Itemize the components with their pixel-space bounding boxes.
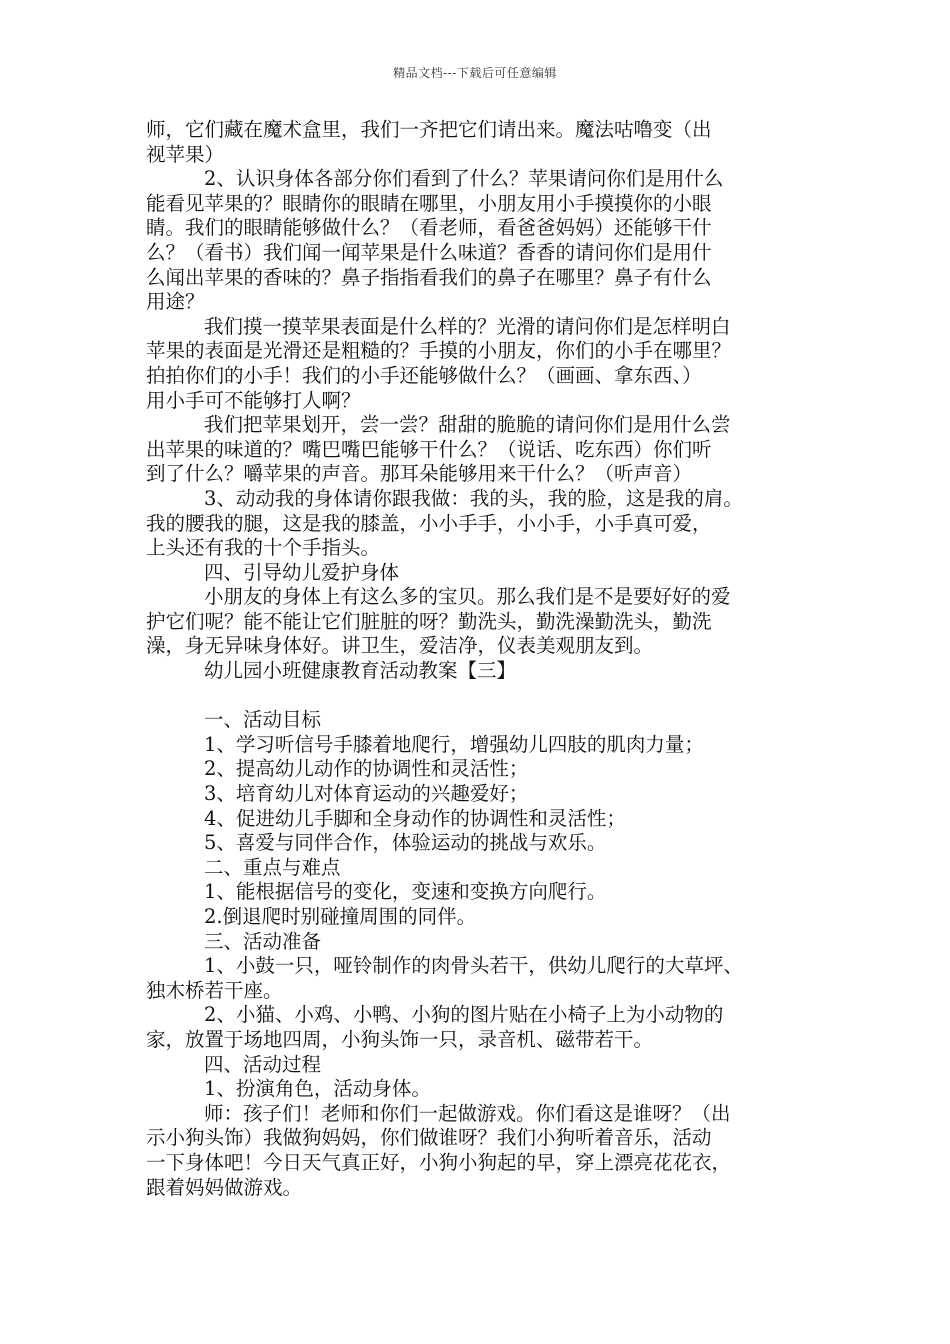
text-line: 1、扮演角色，活动身体。 xyxy=(204,1077,431,1101)
text-line: 家，放置于场地四周，小狗头饰一只，录音机、磁带若干。 xyxy=(146,1027,654,1051)
text-line: 3、动动我的身体请你跟我做：我的头，我的脸，这是我的肩。 xyxy=(204,486,743,510)
text-line: 睛。我们的眼睛能够做什么？（看老师，看爸爸妈妈）还能够干什 xyxy=(146,216,712,240)
text-line: 2.倒退爬时别碰撞周围的同伴。 xyxy=(204,905,477,928)
text-line: 用途？ xyxy=(146,290,205,314)
text-line: 2、提高幼儿动作的协调性和灵活性； xyxy=(204,757,529,781)
text-line: 4、促进幼儿手脚和全身动作的协调性和灵活性； xyxy=(204,806,626,830)
text-line: 3、培育幼儿对体育运动的兴趣爱好； xyxy=(204,782,529,806)
page-header: 精品文档---下载后可任意编辑 xyxy=(393,66,557,80)
text-line: 能看见苹果的？眼睛你的眼睛在哪里，小朋友用小手摸摸你的小眼 xyxy=(146,191,712,215)
text-line: 拍拍你们的小手！我们的小手还能够做什么？（画画、拿东西、） xyxy=(146,363,702,387)
document-body xyxy=(146,118,826,1200)
text-line: 跟着妈妈做游戏。 xyxy=(146,1175,303,1199)
text-line: 我们把苹果划开，尝一尝？甜甜的脆脆的请问你们是用什么尝 xyxy=(204,413,731,437)
text-line: 苹果的表面是光滑还是粗糙的？手摸的小朋友，你们的小手在哪里？ xyxy=(146,339,732,363)
text-line: 幼儿园小班健康教育活动教案【三】 xyxy=(204,659,517,683)
text-line: 四、活动过程 xyxy=(204,1052,322,1076)
text-line: 小朋友的身体上有这么多的宝贝。那么我们是不是要好好的爱 xyxy=(204,585,731,609)
text-line: 1、能根据信号的变化，变速和变换方向爬行。 xyxy=(204,880,607,904)
text-line: 示小狗头饰）我做狗妈妈，你们做谁呀？我们小狗听着音乐，活动 xyxy=(146,1126,712,1150)
text-line: 2、认识身体各部分你们看到了什么？苹果请问你们是用什么 xyxy=(204,167,724,191)
text-line: 护它们呢？能不能让它们脏脏的呀？勤洗头，勤洗澡勤洗头，勤洗 xyxy=(146,609,712,633)
text-line: 出苹果的味道的？嘴巴嘴巴能够干什么？（说话、吃东西）你们听 xyxy=(146,437,712,461)
text-line: 么闻出苹果的香味的？鼻子指指看我们的鼻子在哪里？鼻子有什么 xyxy=(146,265,712,289)
blank-line xyxy=(146,684,826,709)
text-line: 1、小鼓一只，哑铃制作的肉骨头若干，供幼儿爬行的大草坪、 xyxy=(204,954,743,978)
text-line: 2、小猫、小鸡、小鸭、小狗的图片贴在小椅子上为小动物的 xyxy=(204,1003,724,1027)
text-line: 5、喜爱与同伴合作，体验运动的挑战与欢乐。 xyxy=(204,831,607,855)
text-line: 一下身体吧！今日天气真正好，小狗小狗起的早，穿上漂亮花花衣， xyxy=(146,1150,732,1174)
text-line: 独木桥若干座。 xyxy=(146,978,283,1002)
text-line: 1、学习听信号手膝着地爬行，增强幼儿四肢的肌肉力量； xyxy=(204,732,704,756)
text-line: 我们摸一摸苹果表面是什么样的？光滑的请问你们是怎样明白 xyxy=(204,314,731,338)
text-line: 到了什么？嚼苹果的声音。那耳朵能够用来干什么？（听声音） xyxy=(146,462,693,486)
text-line: 视苹果） xyxy=(146,142,225,166)
text-line: 么？（看书）我们闻一闻苹果是什么味道？香香的请问你们是用什 xyxy=(146,240,712,264)
text-line: 我的腰我的腿，这是我的膝盖，小小手手，小小手，小手真可爱， xyxy=(146,511,712,535)
text-line: 四、引导幼儿爱护身体 xyxy=(204,560,400,584)
text-line: 师，它们藏在魔术盒里，我们一齐把它们请出来。魔法咕噜变（出 xyxy=(146,118,712,141)
text-line: 三、活动准备 xyxy=(204,929,322,953)
text-line: 用小手可不能够打人啊？ xyxy=(146,388,361,412)
text-line: 上头还有我的十个手指头。 xyxy=(146,536,381,560)
text-line: 师：孩子们！老师和你们一起做游戏。你们看这是谁呀？（出 xyxy=(204,1101,731,1125)
text-line: 澡，身无异味身体好。讲卫生，爱洁净，仪表美观朋友到。 xyxy=(146,634,654,658)
text-line: 一、活动目标 xyxy=(204,708,322,732)
text-line: 二、重点与难点 xyxy=(204,855,341,879)
